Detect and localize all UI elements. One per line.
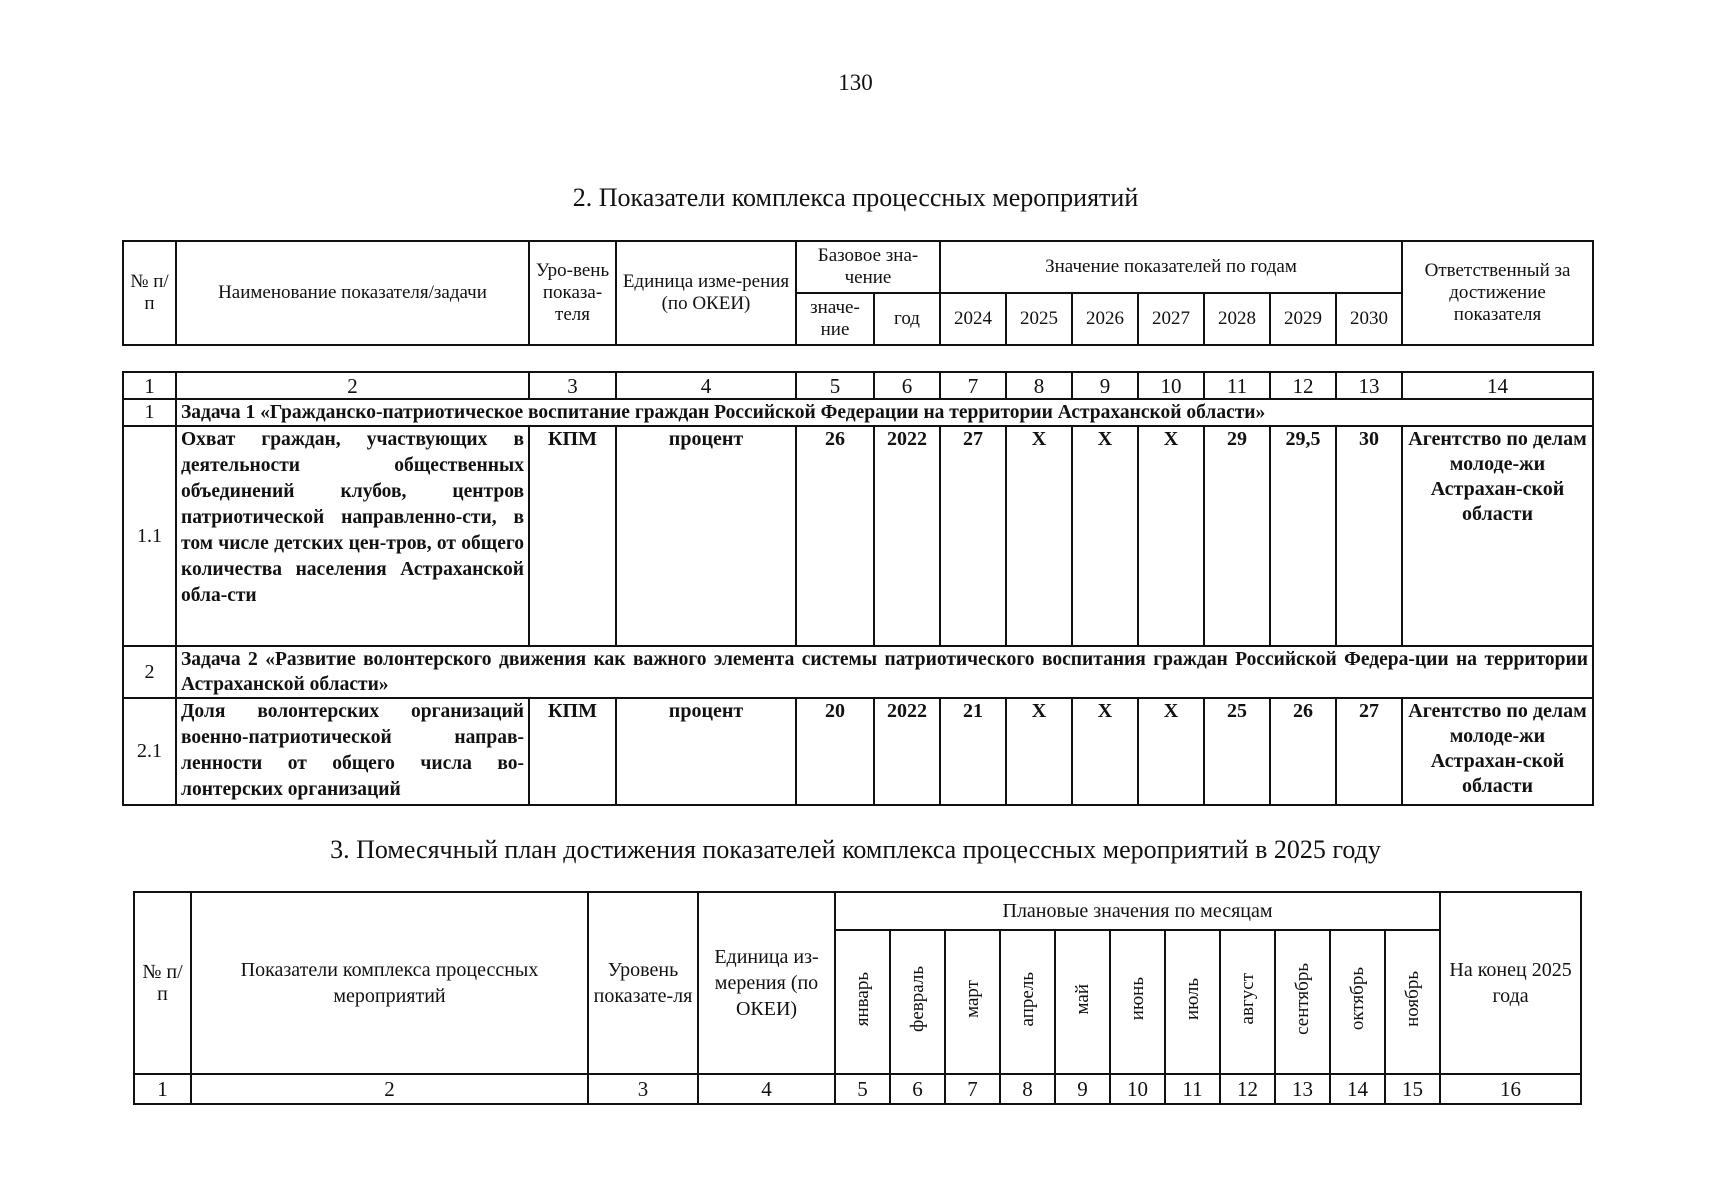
- column-number: 16: [1440, 1074, 1581, 1104]
- indicator-base-value: 20: [796, 698, 874, 805]
- indicator-name: Доля волонтерских организаций военно-патриотической направ-ленности от общего числа во-лонтерских организаций: [176, 698, 529, 805]
- header-num: № п/п: [123, 241, 176, 345]
- column-number: 1: [123, 372, 176, 399]
- indicator-base-value: 26: [796, 426, 874, 646]
- header-name: Наименование показателя/задачи: [176, 241, 529, 345]
- column-number: 4: [698, 1074, 835, 1104]
- task-num: 1: [123, 399, 176, 426]
- column-number: 9: [1072, 372, 1138, 399]
- header-year: 2026: [1072, 293, 1138, 345]
- column-number: 7: [945, 1074, 1000, 1104]
- indicator-name: Охват граждан, участвующих в деятельности общественных объединений клубов, центров патриотической направленно-сти, в том числе детских цен-тров, от общего количества населения Астраханской обла-сти: [176, 426, 529, 646]
- column-number: 7: [940, 372, 1006, 399]
- indicator-year-value: 29,5: [1270, 426, 1336, 646]
- month-label: сентябрь: [1291, 963, 1313, 1035]
- column-number: 10: [1138, 372, 1204, 399]
- column-number: 15: [1385, 1074, 1440, 1104]
- task-text: Задача 2 «Развитие волонтерского движения как важного элемента системы патриотического воспитания граждан Российской Федера-ции на территории Астраханской области»: [176, 646, 1593, 698]
- indicator-row: [123, 426, 1593, 646]
- header-unit: Единица изме-рения (по ОКЕИ): [616, 241, 796, 345]
- indicator-unit: процент: [616, 426, 796, 646]
- column-number: 14: [1402, 372, 1593, 399]
- column-number: 2: [176, 372, 529, 399]
- month-label: август: [1236, 973, 1258, 1025]
- monthly-header-unit: Единица из-мерения (по ОКЕИ): [698, 892, 835, 1074]
- month-label: ноябрь: [1401, 971, 1423, 1027]
- column-number: 13: [1275, 1074, 1330, 1104]
- indicator-base-year: 2022: [874, 426, 940, 646]
- month-label: октябрь: [1346, 967, 1368, 1031]
- indicator-year-value: 27: [1336, 698, 1402, 805]
- indicator-year-value: Х: [1006, 698, 1072, 805]
- column-number: 8: [1000, 1074, 1055, 1104]
- indicator-responsible: Агентство по делам молоде-жи Астрахан-ской области: [1402, 698, 1593, 805]
- column-number: 5: [796, 372, 874, 399]
- column-numbers-row: [123, 372, 1593, 399]
- column-number: 13: [1336, 372, 1402, 399]
- header-year: 2024: [940, 293, 1006, 345]
- column-number: 2: [191, 1074, 588, 1104]
- header-year: 2025: [1006, 293, 1072, 345]
- indicators-table-body: [122, 371, 1594, 806]
- monthly-header-name: Показатели комплекса процессных мероприятий: [191, 892, 588, 1074]
- header-responsible: Ответственный за достижение показателя: [1402, 241, 1593, 345]
- header-level: Уро-вень показа-теля: [529, 241, 616, 345]
- header-year: 2028: [1204, 293, 1270, 345]
- section-2-title: 2. Показатели комплекса процессных мероприятий: [572, 183, 1139, 212]
- indicator-year-value: 30: [1336, 426, 1402, 646]
- indicator-row: [123, 698, 1593, 805]
- task-num: 2: [123, 646, 176, 698]
- indicator-year-value: 29: [1204, 426, 1270, 646]
- task-row: [123, 646, 1593, 698]
- header-base-value: значе-ние: [796, 293, 874, 345]
- monthly-header-end-year: На конец 2025 года: [1440, 892, 1581, 1074]
- header-base-year: год: [874, 293, 940, 345]
- month-label: май: [1071, 983, 1093, 1015]
- column-number: 6: [890, 1074, 945, 1104]
- monthly-header-num: № п/п: [134, 892, 191, 1074]
- column-number: 8: [1006, 372, 1072, 399]
- indicator-year-value: Х: [1006, 426, 1072, 646]
- indicator-level: КПМ: [529, 426, 616, 646]
- header-year: 2029: [1270, 293, 1336, 345]
- column-number: 12: [1220, 1074, 1275, 1104]
- indicator-year-value: 25: [1204, 698, 1270, 805]
- indicator-base-year: 2022: [874, 698, 940, 805]
- column-number: 12: [1270, 372, 1336, 399]
- month-label: январь: [851, 971, 873, 1027]
- indicator-year-value: Х: [1072, 698, 1138, 805]
- page-number: 130: [838, 70, 873, 95]
- column-number: 14: [1330, 1074, 1385, 1104]
- month-label: март: [961, 980, 983, 1018]
- section-3-title: 3. Помесячный план достижения показателей комплекса процессных мероприятий в 2025 году: [330, 835, 1381, 864]
- column-number: 10: [1110, 1074, 1165, 1104]
- header-year: 2027: [1138, 293, 1204, 345]
- indicator-num: 2.1: [123, 698, 176, 805]
- monthly-plan-table: [133, 891, 1582, 1105]
- indicators-table-header: [122, 240, 1594, 346]
- column-numbers-row: [134, 1074, 1581, 1104]
- month-label: февраль: [906, 966, 928, 1032]
- column-number: 4: [616, 372, 796, 399]
- indicator-responsible: Агентство по делам молоде-жи Астрахан-ской области: [1402, 426, 1593, 646]
- task-text: Задача 1 «Гражданско-патриотическое воспитание граждан Российской Федерации на территории Астраханской области»: [176, 399, 1593, 426]
- column-number: 6: [874, 372, 940, 399]
- header-base: Базовое зна-чение: [796, 241, 940, 293]
- indicator-year-value: Х: [1138, 698, 1204, 805]
- column-number: 1: [134, 1074, 191, 1104]
- month-label: июль: [1181, 977, 1203, 1021]
- indicator-unit: процент: [616, 698, 796, 805]
- month-label: апрель: [1016, 971, 1038, 1027]
- indicator-year-value: Х: [1138, 426, 1204, 646]
- indicator-year-value: 21: [940, 698, 1006, 805]
- indicator-year-value: 27: [940, 426, 1006, 646]
- monthly-header-level: Уровень показате-ля: [588, 892, 698, 1074]
- header-by-years: Значение показателей по годам: [940, 241, 1402, 293]
- indicator-year-value: 26: [1270, 698, 1336, 805]
- column-number: 11: [1165, 1074, 1220, 1104]
- column-number: 3: [588, 1074, 698, 1104]
- indicator-level: КПМ: [529, 698, 616, 805]
- task-row: [123, 399, 1593, 426]
- column-number: 11: [1204, 372, 1270, 399]
- indicator-num: 1.1: [123, 426, 176, 646]
- header-year: 2030: [1336, 293, 1402, 345]
- column-number: 5: [835, 1074, 890, 1104]
- column-number: 9: [1055, 1074, 1110, 1104]
- column-number: 3: [529, 372, 616, 399]
- month-label: июнь: [1126, 977, 1148, 1021]
- indicator-year-value: Х: [1072, 426, 1138, 646]
- monthly-header-planned: Плановые значения по месяцам: [835, 892, 1440, 930]
